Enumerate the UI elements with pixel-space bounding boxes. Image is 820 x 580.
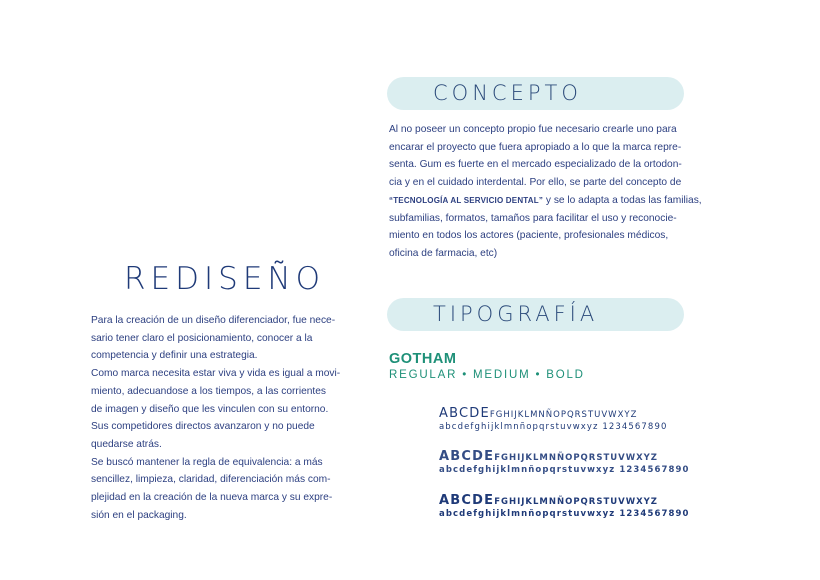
paragraph-line: miento, adecuandose a los tiempos, a las corrientes xyxy=(91,385,327,397)
sample-lowercase: abcdefghijklmnñopqrstuvwxyz 1234567890 xyxy=(439,465,690,475)
paragraph-line: sario tener claro el posicionamiento, conocer a la xyxy=(91,332,313,344)
sample-caps-big: ABCDE xyxy=(439,493,495,508)
font-weights: REGULAR • MEDIUM • BOLD xyxy=(389,369,585,381)
paragraph-line: oficina de farmacia, etc) xyxy=(389,247,498,259)
sample-caps-small: FGHIJKLMNÑOPQRSTUVWXYZ xyxy=(494,497,658,507)
paragraph-line: Para la creación de un diseño diferenciador, fue nece- xyxy=(91,315,336,326)
paragraph-line: Sus competidores directos avanzaron y no puede xyxy=(91,421,315,433)
paragraph-line: Como marca necesita estar viva y vida es igual a movi- xyxy=(91,368,341,380)
concept-bold-phrase: “TECNOLOGÍA AL SERVICIO DENTAL” xyxy=(389,195,544,205)
rediseno-paragraph xyxy=(91,312,340,524)
paragraph-line: sencillez, limpieza, claridad, diferenciación más com- xyxy=(91,474,331,486)
paragraph-line: plejidad en la creación de la nueva marca y su expre- xyxy=(91,492,333,504)
paragraph-line: Al no poseer un concepto propio fue necesario crearle uno para xyxy=(389,124,677,135)
paragraph-line: subfamilias, formatos, tamaños para facilitar el uso y reconocie- xyxy=(389,212,677,224)
paragraph-line: sión en el packaging. xyxy=(91,509,187,521)
paragraph-line-with-bold xyxy=(389,192,702,210)
paragraph-line: quedarse atrás. xyxy=(91,438,162,450)
font-name: GOTHAM xyxy=(389,351,457,367)
paragraph-line: Se buscó mantener la regla de equivalencia: a más xyxy=(91,456,323,468)
sample-caps-big: ABCDE xyxy=(439,449,495,464)
paragraph-line: de imagen y diseño que les vinculen con su entorno. xyxy=(91,403,329,415)
sample-caps-small: FGHIJKLMNÑOPQRSTUVWXYZ xyxy=(489,410,638,420)
sample-lowercase: abcdefghijklmnñopqrstuvwxyz 1234567890 xyxy=(439,422,668,432)
type-sample-bold xyxy=(439,489,690,519)
type-sample-regular xyxy=(439,402,667,432)
page-title-rediseno: REDISEÑO xyxy=(124,261,325,297)
type-sample-medium xyxy=(439,445,690,475)
paragraph-line: encarar el proyecto que fuera apropiado a lo que la marca repre- xyxy=(389,141,682,153)
concept-line-rest: y se lo adapta a todas las familias, xyxy=(543,194,702,206)
paragraph-line: cia y en el cuidado interdental. Por ello, se parte del concepto de xyxy=(389,177,682,189)
paragraph-line: senta. Gum es fuerte en el mercado especializado de la ortodon- xyxy=(389,159,682,171)
concepto-paragraph xyxy=(389,121,702,263)
concepto-heading: CONCEPTO xyxy=(433,81,582,105)
sample-caps-small: FGHIJKLMNÑOPQRSTUVWXYZ xyxy=(494,453,658,463)
paragraph-line: miento en todos los actores (paciente, profesionales médicos, xyxy=(389,230,669,242)
paragraph-line: competencia y definir una estrategia. xyxy=(91,350,258,362)
sample-lowercase: abcdefghijklmnñopqrstuvwxyz 1234567890 xyxy=(439,509,690,519)
sample-caps-big: ABCDE xyxy=(439,406,490,421)
tipografia-heading: TIPOGRAFÍA xyxy=(433,302,599,326)
